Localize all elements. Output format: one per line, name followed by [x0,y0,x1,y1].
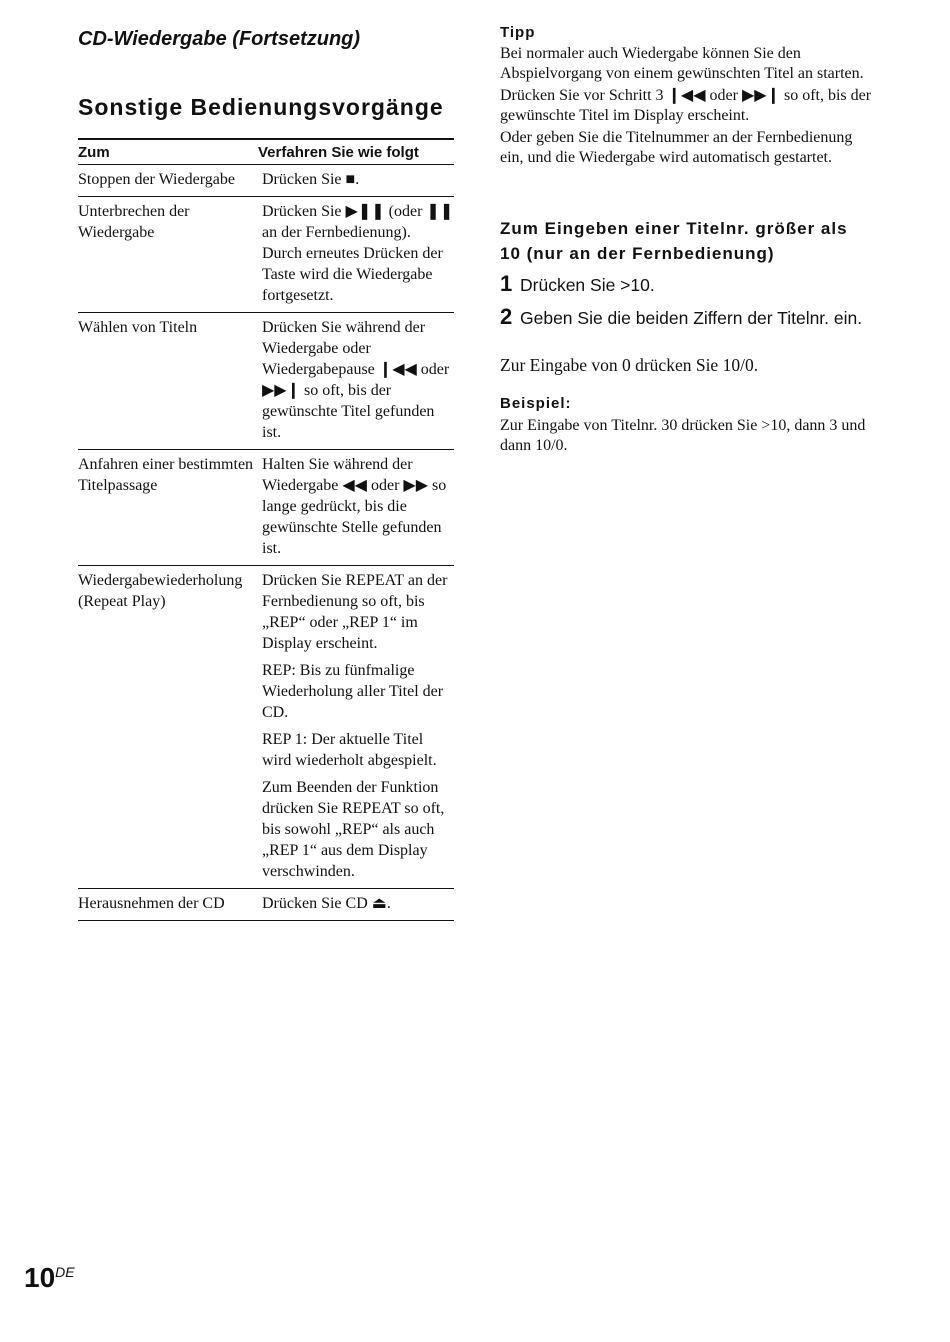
row-procedure [262,201,454,306]
row-procedure [262,570,454,882]
row-action: Anfahren einer bestimmten Titelpassage [78,456,254,494]
tipp-paragraph: Bei normaler auch Wiedergabe können Sie den Abspielvorgang von einem gewünschten Titel an starten. [500,45,864,82]
tipp-paragraph: Drücken Sie vor Schritt 3 ❙◀◀ oder ▶▶❙ so oft, bis der gewünschte Titel im Display erscheint. [500,87,872,124]
table-row [78,889,454,921]
tipp-label: Tipp [500,24,536,41]
row-procedure [262,454,454,559]
page-number-value: 10 [24,1262,56,1293]
table-row [78,450,454,566]
table-row [78,566,454,889]
row-action: Stoppen der Wiedergabe [78,171,235,188]
page-number [24,1262,75,1294]
row-procedure [262,893,454,914]
beispiel-label: Beispiel: [500,395,572,412]
table-row [78,165,454,197]
step-text: Drücken Sie >10. [520,275,655,295]
procedure-text: Zum Beenden der Funktion drücken Sie REPEAT so oft, bis sowohl „REP“ als auch „REP 1“ aus dem Display verschwinden. [262,779,445,880]
step-number: 1 [500,271,513,296]
tipp-body [500,44,875,168]
row-procedure [262,317,454,443]
procedure-text: REP: Bis zu fünfmalige Wiederholung aller Titel der CD. [262,662,444,721]
row-action: Herausnehmen der CD [78,895,225,912]
tipp-paragraph: Oder geben Sie die Titelnummer an der Fernbedienung ein, und die Wiedergabe wird automatisch gestartet. [500,129,853,166]
section-title: Sonstige Bedienungsvorgänge [78,94,444,120]
subsection-title: Zum Eingeben einer Titelnr. größer als 10 (nur an der Fernbedienung) [500,219,848,263]
step-text: Geben Sie die beiden Ziffern der Titelnr. ein. [520,308,863,328]
step-number: 2 [500,304,513,329]
step-item [500,306,870,329]
procedure-text: Drücken Sie REPEAT an der Fernbedienung so oft, bis „REP“ oder „REP 1“ im Display erscheint. [262,572,448,652]
procedure-text: Drücken Sie ■. [262,171,360,188]
steps-list [500,273,870,339]
table-header [78,140,454,165]
procedure-text: Drücken Sie während der Wiedergabe oder Wiedergabepause ❙◀◀ oder ▶▶❙ so oft, bis der gewünschte Titel gefunden ist. [262,319,450,441]
procedure-text: Halten Sie während der Wiedergabe ◀◀ oder ▶▶ so lange gedrückt, bis die gewünschte Stelle gefunden ist. [262,456,447,557]
step-note: Zur Eingabe von 0 drücken Sie 10/0. [500,355,759,375]
page-language: DE [55,1264,75,1280]
operations-table [78,138,454,921]
procedure-text: Drücken Sie ▶❚❚ (oder ❚❚ an der Fernbedienung). Durch erneutes Drücken der Taste wird die Wiedergabe fortgesetzt. [262,203,454,304]
row-action: Wiedergabewiederholung (Repeat Play) [78,572,243,610]
column-header-zum: Zum [78,144,110,161]
continuation-title: CD-Wiedergabe (Fortsetzung) [78,28,361,50]
procedure-text: REP 1: Der aktuelle Titel wird wiederholt abgespielt. [262,731,437,769]
beispiel-text: Zur Eingabe von Titelnr. 30 drücken Sie >10, dann 3 und dann 10/0. [500,417,866,454]
step-item [500,273,870,296]
column-header-verfahren: Verfahren Sie wie folgt [258,144,419,161]
table-row [78,197,454,313]
procedure-text: Drücken Sie CD ⏏. [262,895,391,912]
row-action: Unterbrechen der Wiedergabe [78,203,190,241]
row-action: Wählen von Titeln [78,319,198,336]
table-row [78,313,454,450]
row-procedure [262,169,454,190]
